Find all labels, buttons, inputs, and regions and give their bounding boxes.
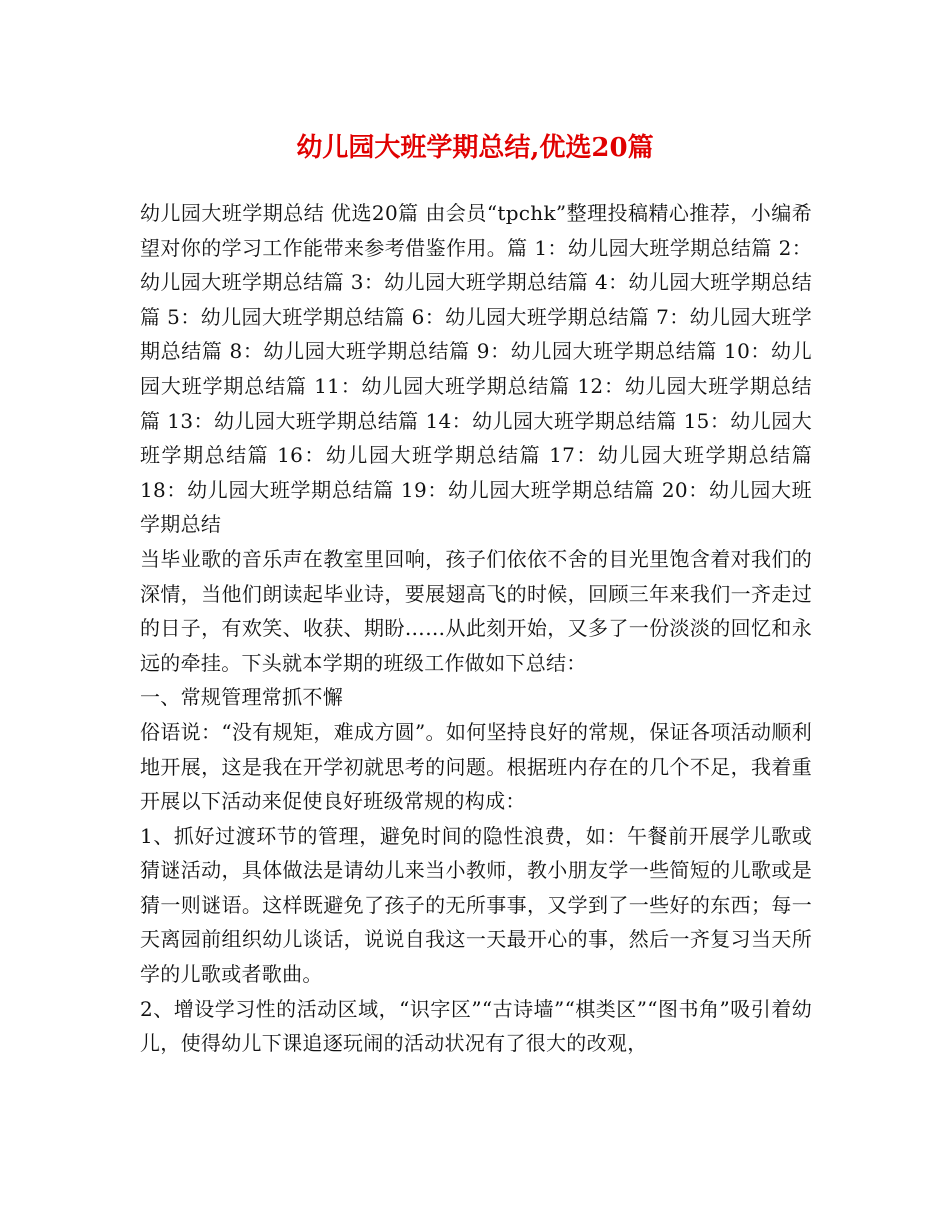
- paragraph-intro: 幼儿园大班学期总结 优选20篇 由会员“tpchk”整理投稿精心推荐，小编希望对你的学习工作能带来参考借鉴作用。篇 1：幼儿园大班学期总结篇 2：幼儿园大班学期总结篇 3：幼儿园大班学期总结篇 4：幼儿园大班学期总结篇 5：幼儿园大班学期总结篇 6：幼儿园大班学期总结篇 7：幼儿园大班学期总结篇 8：幼儿园大班学期总结篇 9：幼儿园大班学期总结篇 10：幼儿园大班学期总结篇 11：幼儿园大班学期总结篇 12：幼儿园大班学期总结篇 13：幼儿园大班学期总结篇 14：幼儿园大班学期总结篇 15：幼儿园大班学期总结篇 16：幼儿园大班学期总结篇 17：幼儿园大班学期总结篇 18：幼儿园大班学期总结篇 19：幼儿园大班学期总结篇 20：幼儿园大班学期总结: [140, 201, 812, 537]
- document-body: [140, 196, 812, 1061]
- paragraph-item-2: 2、增设学习性的活动区域，“识字区”“古诗墙”“棋类区”“图书角”吸引着幼儿，使得幼儿下课追逐玩闹的活动状况有了很大的改观，: [140, 996, 812, 1056]
- section-heading-routine: 一、常规管理常抓不懈: [140, 685, 343, 710]
- paragraph-item-1: 1、抓好过渡环节的管理，避免时间的隐性浪费，如：午餐前开展学儿歌或猜谜活动，具体做法是请幼儿来当小教师，教小朋友学一些简短的儿歌或是猜一则谜语。这样既避免了孩子的无所事事，又学到了一些好的东西；每一天离园前组织幼儿谈话，说说自我这一天最开心的事，然后一齐复习当天所学的儿歌或者歌曲。: [140, 823, 812, 987]
- document-title: 幼儿园大班学期总结,优选20篇: [296, 133, 654, 163]
- paragraph-opening: 当毕业歌的音乐声在教室里回响，孩子们依依不舍的目光里饱含着对我们的深情，当他们朗读起毕业诗，要展翅高飞的时候，回顾三年来我们一齐走过的日子，有欢笑、收获、期盼……从此刻开始，又多了一份淡淡的回忆和永远的牵挂。下头就本学期的班级工作做如下总结：: [140, 546, 812, 675]
- paragraph-routine: 俗语说：“没有规矩，难成方圆”。如何坚持良好的常规，保证各项活动顺利地开展，这是我在开学初就思考的问题。根据班内存在的几个不足，我着重开展以下活动来促使良好班级常规的构成：: [140, 719, 812, 814]
